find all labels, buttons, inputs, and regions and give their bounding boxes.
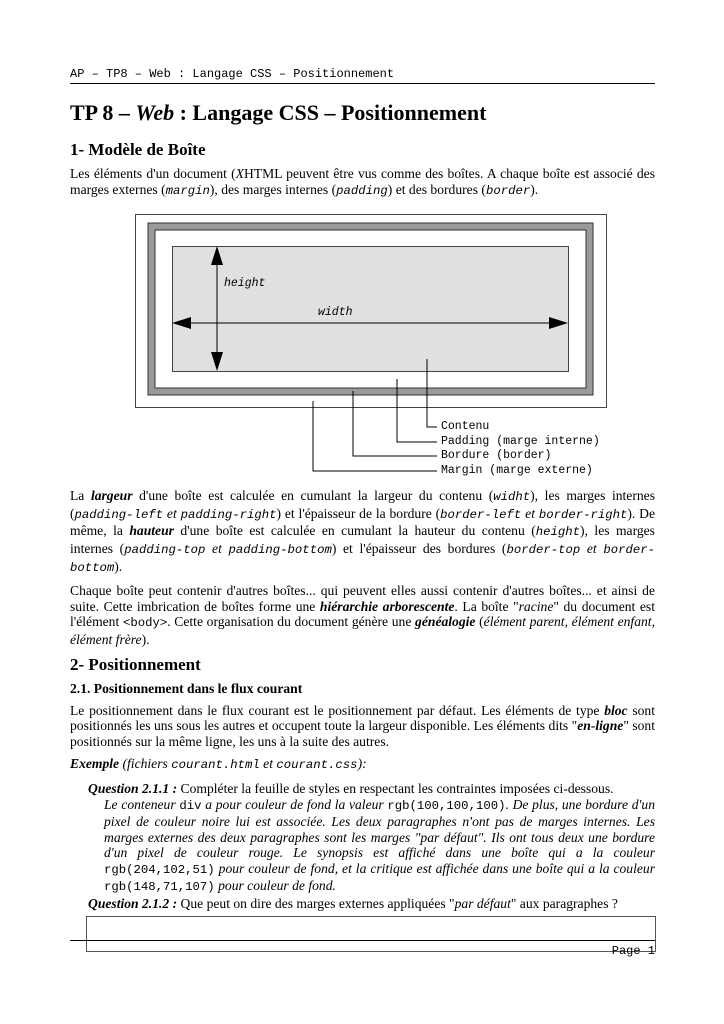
text-run: Chaque boîte peut contenir d'autres boîtes... qui peuvent elles aussi contenir d'autres boîtes... et ainsi de suite. Cette imbrication de boîtes forme une [70, 583, 655, 614]
box-model-diagram [0, 206, 724, 488]
text-run: border-bottom [70, 542, 655, 575]
text-run: et [521, 505, 539, 521]
text-run: Le conteneur [104, 796, 180, 812]
page-footer: Page 1 [70, 940, 655, 958]
title-part: TP 8 – [70, 100, 136, 125]
legend-border: Bordure (border) [441, 449, 552, 463]
section-heading-2: 2- Positionnement [70, 654, 201, 674]
text-run: " sont positionnés sur la même ligne, les uns à la suite des autres. [70, 718, 656, 749]
text-run: racine [518, 598, 554, 614]
text-run: ), les marges internes ( [70, 523, 655, 556]
text-run: ): [357, 756, 367, 772]
text-run: padding-bottom [228, 542, 332, 557]
text-run: div [179, 798, 202, 813]
text-run: (fichiers [119, 756, 172, 772]
text-run: Que peut on dire des marges externes appliquées " [177, 896, 455, 912]
running-header: AP – TP8 – Web : Langage CSS – Positionnement [70, 67, 655, 84]
text-run: . La boîte " [454, 598, 519, 614]
question-2-1-1 [88, 781, 655, 797]
text-run: Compléter la feuille de styles en respectant les contraintes imposées ci-dessous. [177, 780, 614, 796]
text-run: La [70, 488, 91, 504]
text-run: Question 2.1.2 : [88, 896, 178, 912]
text-run: Question 2.1.1 : [88, 780, 178, 796]
width-label: width [318, 306, 353, 320]
content-box [173, 247, 569, 372]
title-part: : Langage CSS – Positionnement [174, 100, 487, 125]
text-run: rgb(148,71,107) [104, 880, 215, 895]
text-run: et [580, 540, 604, 556]
text-run: par défaut [454, 896, 511, 912]
text-run: ). De même, la [70, 505, 656, 539]
paragraph-dimensions [70, 488, 655, 576]
text-run: et [205, 540, 229, 556]
text-run: ), les marges internes ( [70, 488, 655, 521]
text-run: border-right [538, 507, 628, 522]
text-run: ). [114, 558, 123, 574]
text-run: ), des marges internes ( [209, 181, 337, 197]
text-run: ) et des bordures ( [387, 181, 486, 197]
text-run: padding-right [180, 507, 277, 522]
text-run: <body> [122, 616, 168, 631]
text-run: border [485, 183, 531, 198]
text-run: hiérarchie arborescente [319, 598, 455, 614]
section-heading-1: 1- Modèle de Boîte [70, 140, 206, 159]
text-run: . De plus, une bordure d'un pixel de couleur noire lui est associée. Les deux paragraphes n'ont pas de marges internes. Les marges externes des deux paragraphes sont les marges "par défaut". Ils ont tous deux une bordure d'un pixel de couleur rouge. Le synopsis est affiché dans une boîte qui a la couleur [104, 796, 655, 861]
text-run: rgb(100,100,100) [387, 798, 506, 813]
title-part: Web [135, 100, 175, 125]
text-run: " du document est l'élément [70, 598, 655, 630]
text-run: widht [493, 490, 531, 505]
leader-line-margin [313, 401, 437, 471]
text-run: border-top [506, 542, 581, 557]
text-run: et [163, 505, 181, 521]
box-model-figure [0, 9, 724, 489]
text-run: X [235, 166, 244, 181]
text-run: padding-top [124, 542, 206, 557]
height-label: height [224, 277, 266, 291]
text-run: Le positionnement dans le flux courant est le positionnement par défaut. Les éléments de type [70, 702, 605, 718]
text-run: margin [165, 183, 210, 198]
text-run: rgb(204,102,51) [104, 862, 215, 877]
text-run: border-left [440, 507, 522, 522]
text-run: courant.css [276, 758, 358, 773]
text-run: élément parent, élément enfant, élément frère [70, 614, 655, 647]
paragraph-flow [70, 703, 655, 750]
legend-padding: Padding (marge interne) [441, 435, 600, 449]
text-run: ( [475, 614, 484, 630]
text-run: padding [336, 183, 388, 198]
text-run: ) et l'épaisseur des bordures ( [331, 540, 507, 556]
example-line [70, 756, 655, 774]
document-body [70, 100, 655, 952]
subsection-heading: 2.1. Positionnement dans le flux courant [70, 680, 303, 696]
text-run: sont positionnés les uns sous les autres et occupent toute la largeur disponible. Les éléments dits " [70, 702, 655, 734]
legend-margin: Margin (marge externe) [441, 464, 593, 478]
legend-content: Contenu [441, 420, 490, 434]
text-run: pour couleur de fond. [214, 878, 336, 894]
text-run: height [535, 525, 581, 540]
text-run: bloc [604, 702, 628, 718]
text-run: et [259, 756, 277, 772]
question-2-1-2 [88, 896, 655, 912]
text-run: HTML peuvent être vus comme des boîtes. A chaque boîte est associé des marges externes ( [70, 166, 655, 197]
question-2-1-1-details [104, 797, 655, 897]
text-run: Exemple [70, 756, 120, 772]
text-run: d'une boîte est calculée en cumulant la hauteur du contenu ( [173, 523, 536, 539]
text-run: ). [141, 631, 150, 647]
text-run: largeur [90, 488, 133, 504]
text-run: pour couleur de fond, et la critique est affichée dans une boîte qui a la couleur [214, 860, 655, 876]
text-run: en-ligne [577, 718, 624, 734]
text-run: hauteur [129, 523, 174, 539]
text-run: ). [530, 181, 539, 197]
text-run: . Cette organisation du document génère une [167, 614, 416, 630]
paragraph-hierarchy [70, 583, 655, 647]
text-run: Les éléments d'un document ( [70, 166, 236, 181]
text-run: " aux paragraphes ? [510, 896, 618, 912]
text-run: courant.html [171, 758, 260, 773]
text-run: généalogie [415, 614, 476, 630]
text-run: a pour couleur de fond la valeur [201, 796, 388, 812]
text-run: d'une boîte est calculée en cumulant la largeur du contenu ( [132, 488, 494, 504]
text-run: ) et l'épaisseur de la bordure ( [276, 505, 441, 521]
text-run: padding-left [74, 507, 164, 522]
